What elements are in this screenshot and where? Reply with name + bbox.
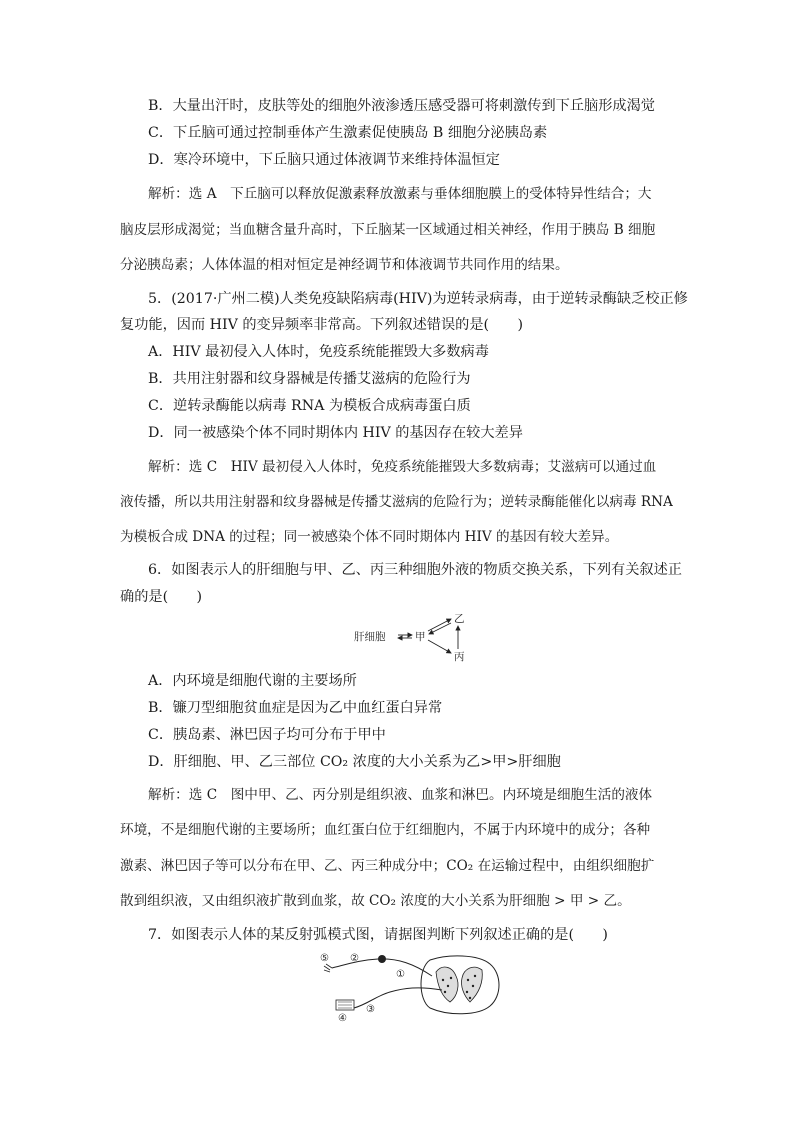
q6-option-a: A．内环境是细胞代谢的主要场所 (148, 673, 357, 689)
q6-explanation-line-1: 解析：选 C 图中甲、乙、丙分别是组织液、血浆和淋巴。内环境是细胞生活的液体 (148, 787, 653, 803)
q5-explanation-line-1: 解析：选 C HIV 最初侵入人体时，免疫系统能摧毁大多数病毒；艾滋病可以通过血 (148, 459, 657, 475)
prev-explanation-line-2: 脑皮层形成渴觉；当血糖含量升高时，下丘脑某一区域通过相关神经，作用于胰岛 B 细胞 (120, 222, 656, 238)
prev-explanation-line-1: 解析：选 A 下丘脑可以释放促激素释放激素与垂体细胞膜上的受体特异性结合；大 (148, 186, 652, 202)
q6-explanation-line-3: 激素、淋巴因子等可以分布在甲、乙、丙三种成分中；CO₂ 在运输过程中，由组织细胞扩 (120, 858, 655, 874)
arrow-jia-to-bing (428, 640, 451, 653)
spinal-cord-outline (421, 956, 499, 1014)
diagram-yi-label: 乙 (454, 613, 465, 625)
q6-option-b: B．镰刀型细胞贫血症是因为乙中血红蛋白异常 (148, 700, 443, 716)
gray-matter-left (436, 967, 458, 1002)
q6-explanation-line-4: 散到组织液，又由组织液扩散到血浆，故 CO₂ 浓度的大小关系为肝细胞 > 甲 > 乙。 (120, 893, 631, 909)
diagram-bing-label: 丙 (454, 651, 465, 663)
q5-explanation-line-3: 为模板合成 DNA 的过程；同一被感染个体不同时期体内 HIV 的基因有较大差异。 (120, 529, 619, 545)
diagram-liver-label: 肝细胞 (354, 631, 386, 643)
q5-option-a: A．HIV 最初侵入人体时，免疫系统能摧毁大多数病毒 (148, 344, 489, 360)
q5-explanation-line-2: 液传播，所以共用注射器和纹身器械是传播艾滋病的危险行为；逆转录酶能催化以病毒 RNA (120, 494, 673, 510)
label-5: ⑤ (320, 953, 329, 964)
q6-option-c: C．胰岛素、淋巴因子均可分布于甲中 (148, 727, 386, 743)
q5-stem-line-1: 5．(2017·广州二模)人类免疫缺陷病毒(HIV)为逆转录病毒，由于逆转录酶缺乏校正修 (148, 291, 688, 307)
q6-explanation-line-2: 环境，不是细胞代谢的主要场所；血红蛋白位于红细胞内，不属于内环境中的成分；各种 (120, 822, 651, 838)
prev-option-b: B．大量出汗时，皮肤等处的细胞外液渗透压感受器可将刺激传到下丘脑形成渴觉 (148, 98, 655, 114)
prev-option-c: C．下丘脑可通过控制垂体产生激素促使胰岛 B 细胞分泌胰岛素 (148, 125, 548, 141)
prev-option-d: D．寒冷环境中，下丘脑只通过体液调节来维持体温恒定 (148, 152, 500, 168)
label-3: ③ (366, 1004, 375, 1015)
q5-option-c: C．逆转录酶能以病毒 RNA 为模板合成病毒蛋白质 (148, 398, 471, 414)
q5-option-d: D．同一被感染个体不同时期体内 HIV 的基因存在较大差异 (148, 425, 523, 441)
receptor-icon (324, 964, 332, 972)
gray-matter-right (461, 967, 482, 1002)
prev-explanation-line-3: 分泌胰岛素；人体体温的相对恒定是神经调节和体液调节共同作用的结果。 (120, 257, 569, 273)
q6-option-d: D．肝细胞、甲、乙三部位 CO₂ 浓度的大小关系为乙>甲>肝细胞 (148, 754, 561, 770)
q5-option-b: B．共用注射器和纹身器械是传播艾滋病的危险行为 (148, 371, 471, 387)
label-4: ④ (338, 1013, 347, 1022)
q6-exchange-diagram (350, 609, 480, 665)
q6-stem-line-1: 6．如图表示人的肝细胞与甲、乙、丙三种细胞外液的物质交换关系，下列有关叙述正 (148, 562, 682, 578)
q7-stem-line-1: 7．如图表示人体的某反射弧模式图，请据图判断下列叙述正确的是( ) (148, 927, 608, 943)
q5-stem-line-2: 复功能，因而 HIV 的变异频率非常高。下列叙述错误的是( ) (120, 317, 524, 333)
label-2: ② (350, 953, 359, 964)
diagram-jia-label: 甲 (415, 631, 426, 643)
q6-stem-line-2: 确的是( ) (120, 589, 203, 605)
label-1: ① (396, 969, 405, 980)
q7-reflex-arc-diagram (318, 950, 518, 1022)
